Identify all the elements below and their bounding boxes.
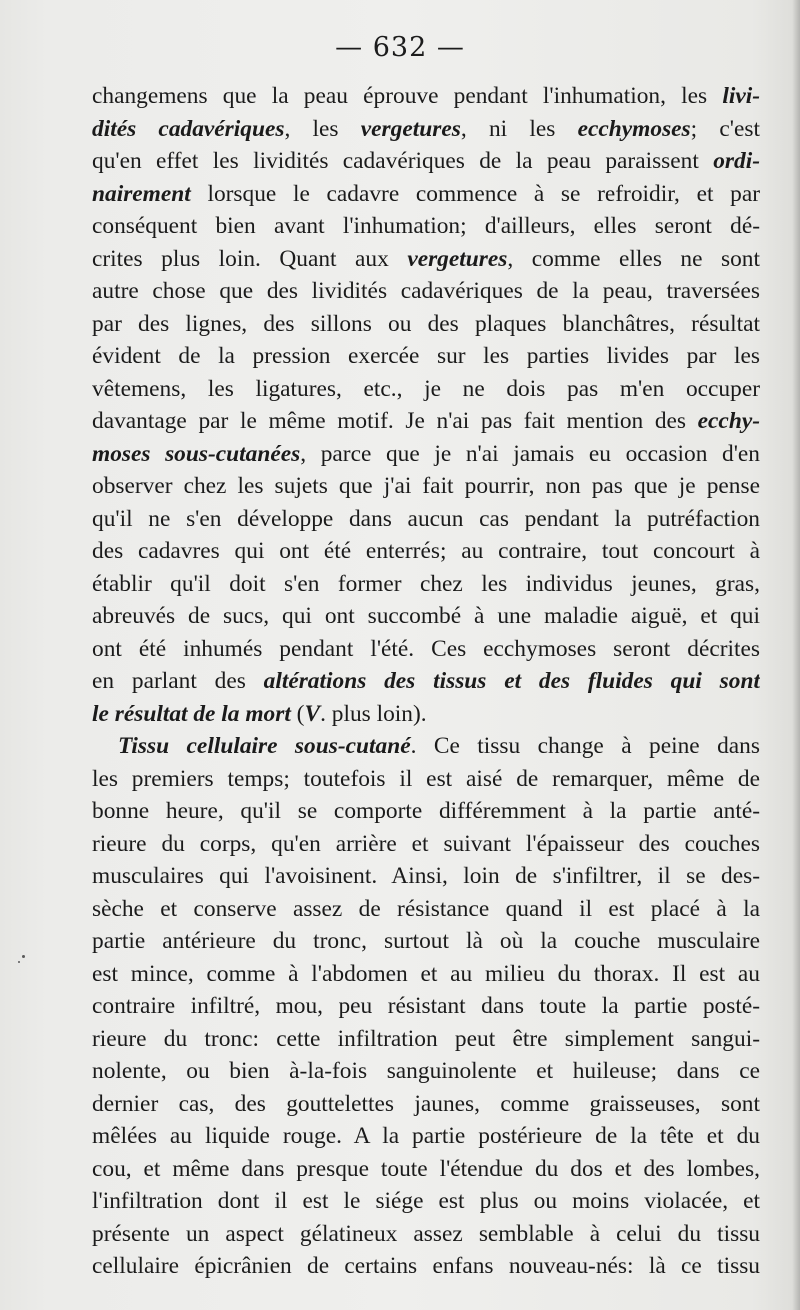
text-line [92, 600, 760, 633]
text-segment: mêlées au liquide rouge. A la partie postérieure de la tête et du [92, 1123, 760, 1149]
text-line [92, 1055, 760, 1088]
text-segment: musculaires qui l'avoisinent. Ainsi, loin de s'infiltrer, il se des- [92, 863, 760, 889]
text-segment: . Ce tissu change à peine dans [410, 733, 760, 759]
italic-segment: altérations des tissus et des fluides qui sont [263, 668, 760, 694]
text-segment: bonne heure, qu'il se comporte différemment à la partie anté- [92, 798, 760, 824]
text-segment: ; c'est [690, 115, 760, 142]
text-line [92, 178, 760, 211]
text-line [92, 275, 760, 308]
text-line [92, 210, 760, 243]
text-line [92, 80, 760, 113]
text-segment: davantage par le même motif. Je n'ai pas fait mention des [92, 408, 698, 434]
text-line [92, 438, 760, 471]
text-line [92, 243, 760, 276]
text-line [92, 990, 760, 1023]
text-line [92, 860, 760, 893]
ink-speck [18, 961, 20, 963]
text-segment: établir qu'il doit s'en former chez les individus jeunes, gras, [92, 570, 760, 597]
text-line [92, 405, 760, 438]
text-segment: , ni les [460, 115, 578, 142]
text-line [92, 958, 760, 991]
text-line [92, 730, 760, 763]
italic-segment: ecchy- [697, 408, 760, 434]
text-segment: vêtemens, les ligatures, etc., je ne dois pas m'en occuper [92, 375, 760, 402]
text-line [92, 470, 760, 503]
text-line [92, 763, 760, 796]
italic-segment: vergetures [360, 115, 461, 142]
italic-segment: ecchymoses [577, 115, 691, 142]
text-line [92, 893, 760, 926]
text-line [92, 828, 760, 861]
text-line [92, 795, 760, 828]
text-line [92, 308, 760, 341]
text-segment: dernier cas, des gouttelettes jaunes, comme graisseuses, sont [92, 1090, 760, 1117]
page-number-header: — 632 — [335, 32, 465, 63]
text-line [92, 1120, 760, 1153]
italic-segment: Tissu cellulaire sous-cutané [118, 733, 411, 759]
text-segment: partie antérieure du tronc, surtout là où la couche musculaire [92, 928, 760, 954]
text-segment: en parlant des [92, 668, 264, 694]
text-line [92, 503, 760, 536]
ink-speck [22, 955, 25, 958]
text-segment: , parce que je n'ai jamais eu occasion d'en [300, 440, 760, 467]
italic-segment: V [304, 700, 321, 727]
text-line [92, 1218, 760, 1251]
italic-segment: le résultat de la mort [92, 700, 291, 727]
text-segment: crites plus loin. Quant aux [92, 245, 408, 272]
text-segment: changemens que la peau éprouve pendant l'inhumation, les [92, 83, 723, 109]
text-line [92, 1250, 760, 1283]
italic-segment: dités cadavériques [92, 115, 285, 142]
text-line [92, 113, 760, 146]
text-segment: conséquent bien avant l'inhumation; d'ailleurs, elles seront dé- [92, 213, 760, 239]
italic-segment: nairement [92, 180, 191, 207]
text-segment: , comme elles ne sont [507, 245, 760, 272]
text-segment: l'infiltration dont il est le siége est plus ou moins violacée, et [92, 1188, 760, 1214]
text-line [92, 925, 760, 958]
text-line [92, 568, 760, 601]
text-segment: évident de la pression exercée sur les parties livides par les [92, 343, 760, 369]
text-line [92, 340, 760, 373]
text-segment: . plus loin). [320, 700, 427, 727]
text-line [92, 1153, 760, 1186]
text-line [92, 373, 760, 406]
text-segment: ( [290, 700, 305, 727]
text-segment: rieure du corps, qu'en arrière et suivant l'épaisseur des couches [92, 830, 760, 857]
italic-segment: moses sous-cutanées [92, 440, 301, 467]
text-line [92, 633, 760, 666]
text-line [92, 698, 760, 731]
text-segment: les premiers temps; toutefois il est aisé de remarquer, même de [92, 765, 760, 792]
text-line [92, 1185, 760, 1218]
text-segment: rieure du tronc: cette infiltration peut être simplement sangui- [92, 1025, 760, 1052]
text-segment: qu'en effet les lividités cadavériques de la peau paraissent [92, 148, 714, 174]
text-line [92, 1088, 760, 1121]
page-edge-shadow [792, 0, 800, 1310]
italic-segment: livi- [722, 83, 760, 109]
text-line [92, 145, 760, 178]
text-segment: sèche et conserve assez de résistance quand il est placé à la [92, 895, 760, 922]
text-segment: lorsque le cadavre commence à se refroidir, et par [190, 180, 760, 207]
text-segment: , les [284, 115, 361, 142]
text-segment: par des lignes, des sillons ou des plaques blanchâtres, résultat [92, 310, 760, 337]
text-line [92, 535, 760, 568]
text-line [92, 1023, 760, 1056]
italic-segment: ordi- [713, 148, 760, 174]
text-line [92, 665, 760, 698]
text-segment: nolente, ou bien à-la-fois sanguinolente et huileuse; dans ce [92, 1058, 760, 1084]
text-segment: est mince, comme à l'abdomen et au milieu du thorax. Il est au [92, 960, 760, 987]
text-segment: des cadavres qui ont été enterrés; au contraire, tout concourt à [92, 538, 760, 564]
text-segment: cellulaire épicrânien de certains enfans nouveau-nés: là ce tissu [92, 1253, 760, 1279]
body-text [92, 80, 760, 1283]
text-segment: observer chez les sujets que j'ai fait pourrir, non pas que je pense [92, 473, 760, 499]
text-segment: cou, et même dans presque toute l'étendue du dos et des lombes, [92, 1155, 760, 1182]
text-segment: abreuvés de sucs, qui ont succombé à une maladie aiguë, et qui [92, 603, 760, 629]
text-segment: autre chose que des lividités cadavériques de la peau, traversées [92, 278, 760, 304]
text-segment: ont été inhumés pendant l'été. Ces ecchymoses seront décrites [92, 635, 760, 662]
text-segment: présente un aspect gélatineux assez semblable à celui du tissu [92, 1220, 760, 1247]
italic-segment: vergetures [407, 245, 508, 272]
text-segment: qu'il ne s'en développe dans aucun cas pendant la putréfaction [92, 505, 760, 532]
text-segment: contraire infiltré, mou, peu résistant dans toute la partie posté- [92, 993, 760, 1019]
